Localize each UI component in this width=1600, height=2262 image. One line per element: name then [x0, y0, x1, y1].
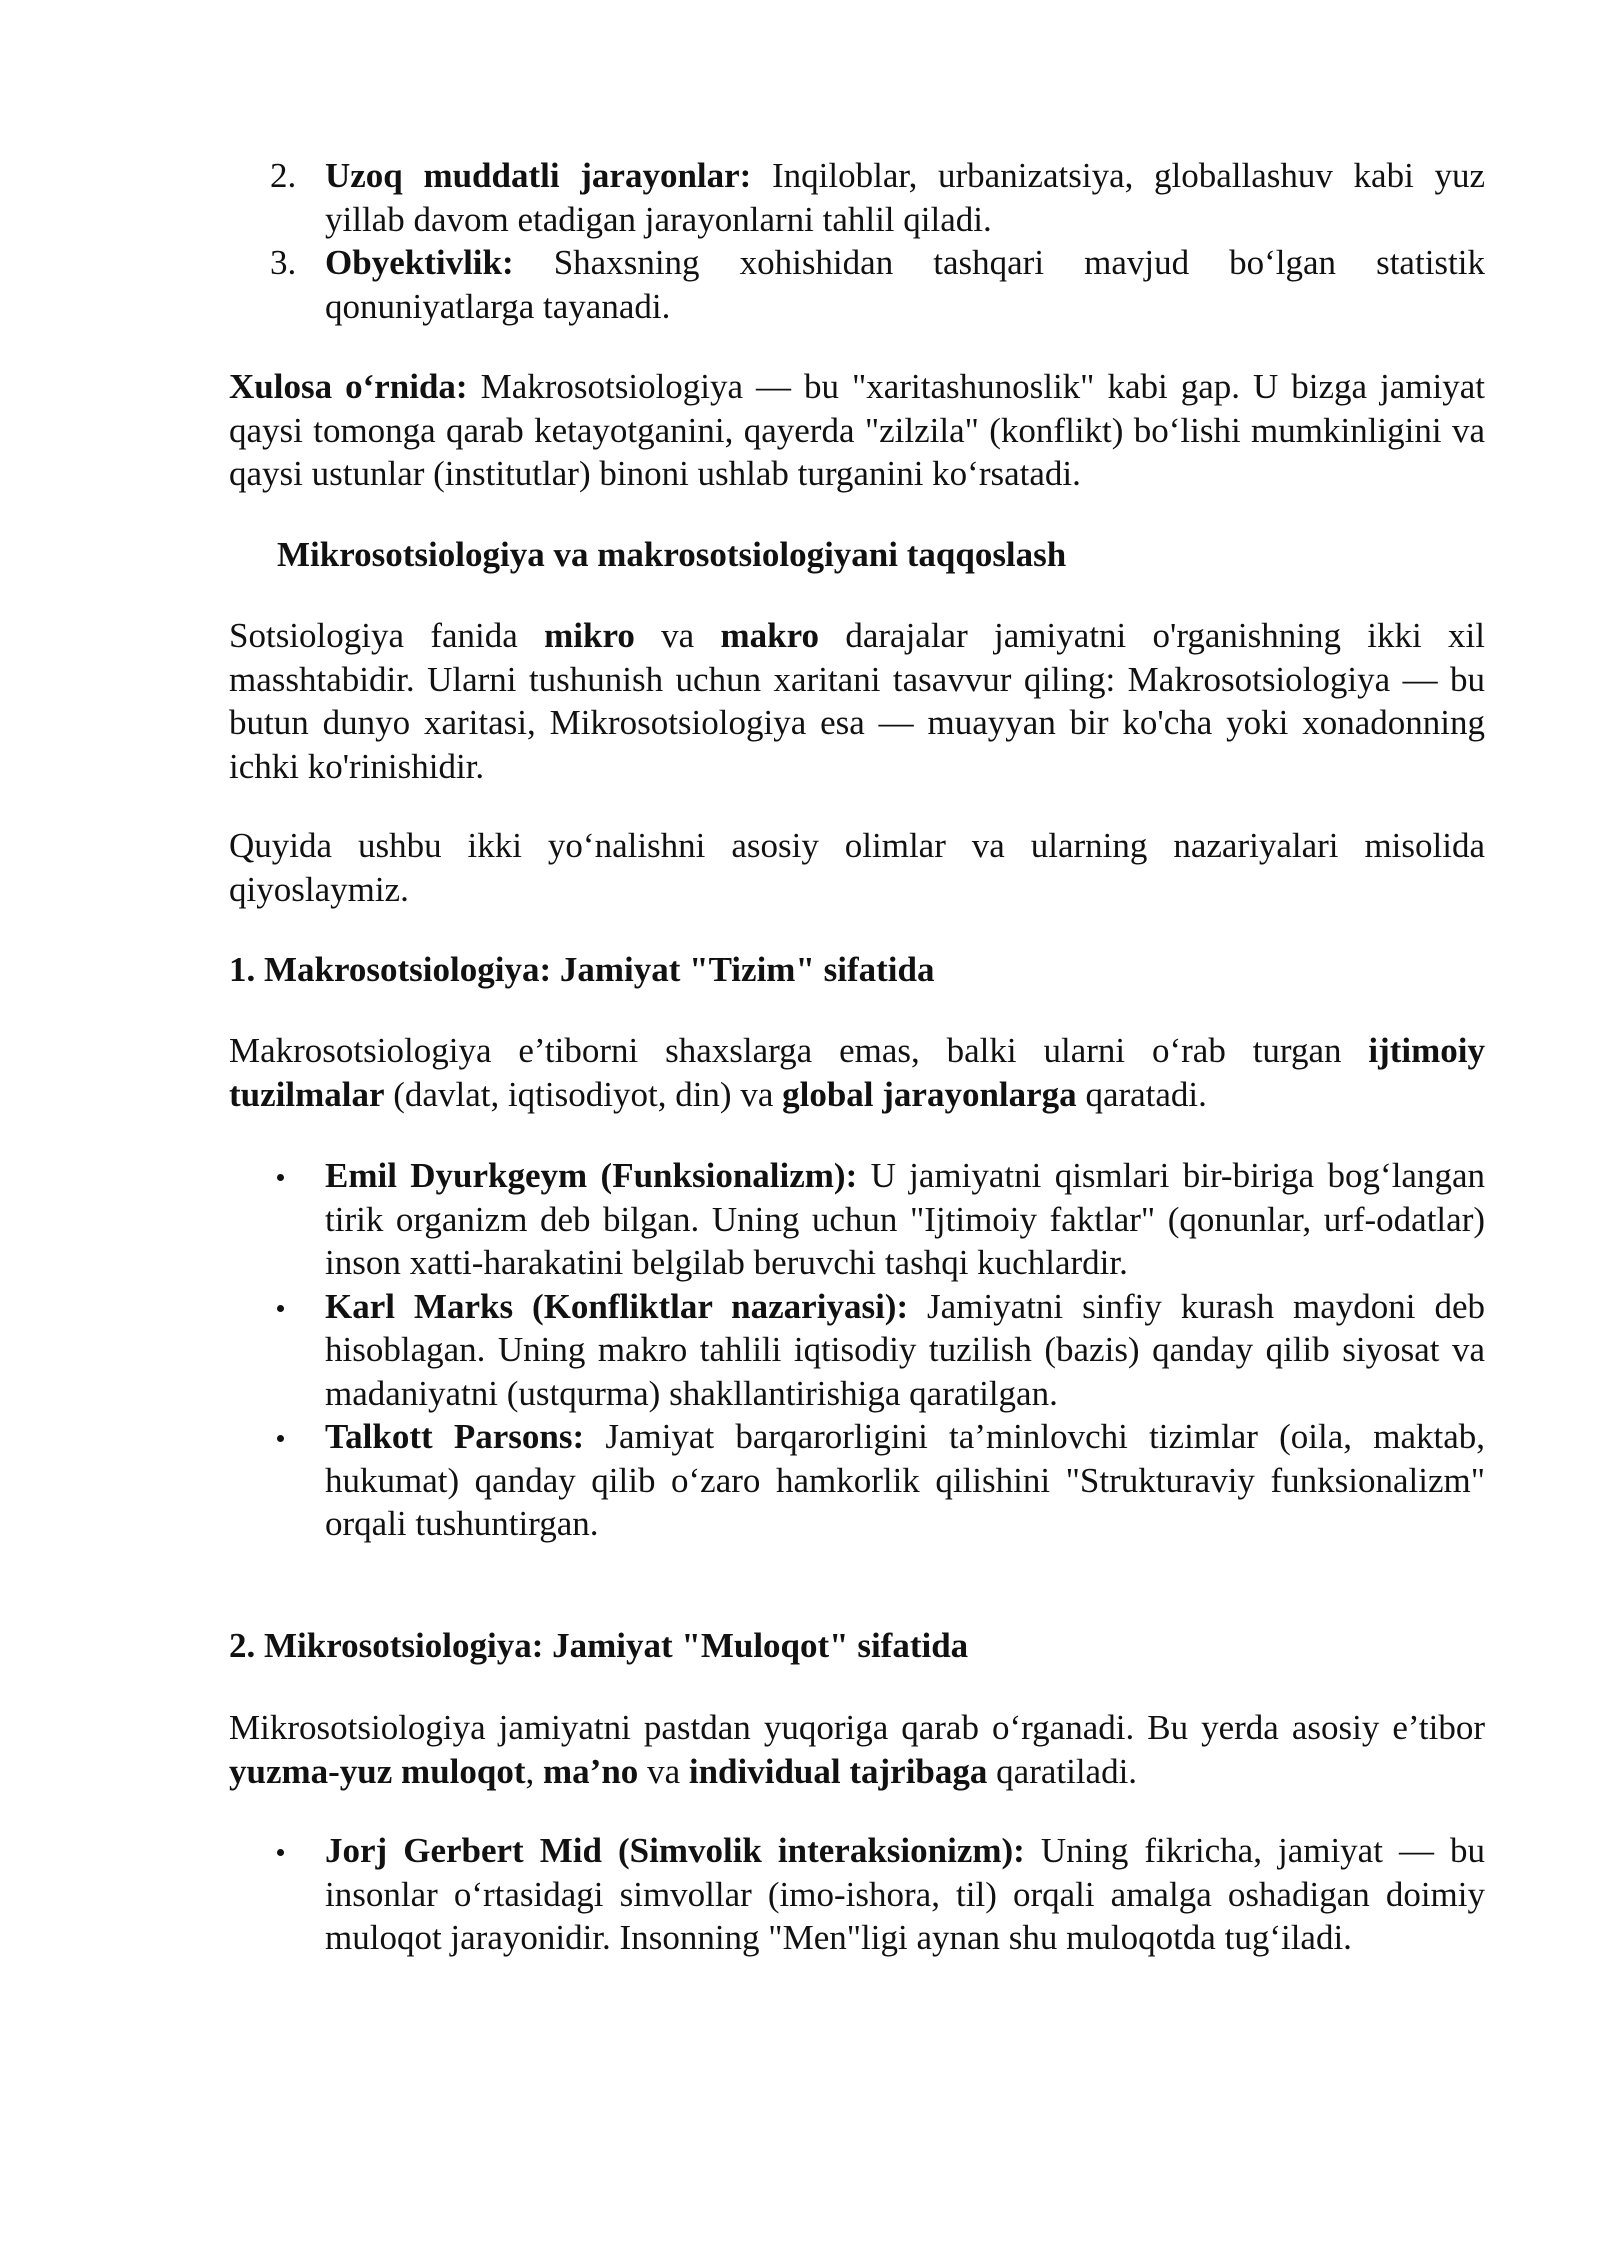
text-run: darajalar jamiyatni o'rganishning ikki xil masshtabidir. Ularni tushunish uchun xaritani tasavvur qiling: Makrosotsiologiya — bu butun dunyo xaritasi, Mikrosotsiologiya esa — muayyan bir ko'cha yoki xonadonning ichki ko'rinishidir.	[229, 616, 1485, 786]
list-number: 3.	[270, 243, 297, 282]
list-text: Shaxsning xohishidan tashqari mavjud bo‘lgan statistik qonuniyatlarga tayanadi.	[325, 243, 1485, 326]
intro-paragraph	[229, 614, 1485, 788]
bullet-term: Karl Marks (Konfliktlar nazariyasi):	[325, 1286, 909, 1326]
bullet-text: U jamiyatni qismlari bir-biriga bog‘langan tirik organizm deb bilgan. Uning uchun "Ijtimoiy faktlar" (qonunlar, urf-odatlar) inson xatti-harakatini belgilab beruvchi tashqi kuchlardir.	[325, 1156, 1485, 1282]
bullet-term: Jorj Gerbert Mid (Simvolik interaksionizm):	[325, 1831, 1025, 1870]
comparison-title: Mikrosotsiologiya va makrosotsiologiyani taqqoslash	[277, 535, 1067, 574]
bullet-item	[325, 1829, 1485, 1960]
bold-run: mikro	[544, 616, 635, 655]
conclusion-text: Makrosotsiologiya — bu "xaritashunoslik" kabi gap. U bizga jamiyat qaysi tomonga qarab ketayotganini, qayerda "zilzila" (konflikt) bo‘lishi mumkinligini va qaysi ustunlar (institutlar) binoni ushlab turganini ko‘rsatadi.	[229, 367, 1485, 493]
micro-section-heading: 2. Mikrosotsiologiya: Jamiyat "Muloqot" sifatida	[229, 1626, 969, 1665]
list-text: Inqiloblar, urbanizatsiya, globallashuv kabi yuz yillab davom etadigan jarayonlarni tahlil qiladi.	[325, 156, 1486, 239]
text-run: va	[638, 1751, 689, 1791]
bold-run: individual tajribaga	[688, 1751, 988, 1791]
text-run: ,	[525, 1751, 544, 1791]
bullet-text: Jamiyat barqarorligini ta’minlovchi tizimlar (oila, maktab, hukumat) qanday qilib o‘zaro hamkorlik qilishini "Strukturaviy funksionalizm" orqali tushuntirgan.	[325, 1417, 1485, 1543]
macro-bullet-list	[325, 1154, 1485, 1546]
list-term: Obyektivlik:	[325, 243, 514, 282]
macro-section-heading: 1. Makrosotsiologiya: Jamiyat "Tizim" sifatida	[229, 950, 935, 989]
text-run: Makrosotsiologiya e’tiborni shaxslarga emas, balki ularni o‘rab turgan	[229, 1031, 1369, 1070]
bullet-dot-icon	[277, 1305, 284, 1312]
numbered-list	[270, 154, 1486, 328]
bold-run: yuzma-yuz muloqot	[229, 1751, 526, 1791]
macro-paragraph	[229, 1029, 1485, 1116]
bullet-term: Emil Dyurkgeym (Funksionalizm):	[325, 1156, 858, 1195]
bullet-dot-icon	[277, 1174, 284, 1181]
text-run: Sotsiologiya fanida	[229, 616, 545, 655]
conclusion-term: Xulosa o‘rnida:	[229, 367, 468, 406]
bullet-item	[325, 1415, 1485, 1546]
compare-paragraph: Quyida ushbu ikki yo‘nalishni asosiy olimlar va ularning nazariyalari misolida qiyoslaymiz.	[229, 826, 1485, 909]
bold-run: makro	[720, 616, 820, 655]
bullet-text: Jamiyatni sinfiy kurash maydoni deb hisoblagan. Uning makro tahlili iqtisodiy tuzilish (bazis) qanday qilib siyosat va madaniyatni (ustqurma) shakllantirishiga qaratilgan.	[325, 1286, 1486, 1413]
bold-run: ijtimoiy tuzilmalar	[229, 1031, 1485, 1114]
micro-bullet-list	[325, 1829, 1485, 1960]
bold-run: ma’no	[543, 1751, 639, 1791]
bullet-dot-icon	[277, 1849, 284, 1856]
list-item	[270, 154, 1486, 241]
conclusion-paragraph	[229, 365, 1485, 496]
bullet-term: Talkott Parsons:	[325, 1417, 585, 1456]
bullet-item	[325, 1285, 1485, 1416]
bold-run: global jarayonlarga	[782, 1074, 1077, 1114]
bullet-text: Uning fikricha, jamiyat — bu insonlar o‘rtasidagi simvollar (imo-ishora, til) orqali amalga oshadigan doimiy muloqot jarayonidir. Insonning "Men"ligi aynan shu muloqotda tug‘iladi.	[325, 1831, 1485, 1957]
text-run: va	[634, 616, 721, 655]
text-run: Mikrosotsiologiya jamiyatni pastdan yuqoriga qarab o‘rganadi. Bu yerda asosiy e’tibor	[229, 1708, 1485, 1747]
micro-paragraph	[229, 1706, 1485, 1793]
text-run: (davlat, iqtisodiyot, din) va	[384, 1074, 783, 1114]
list-item	[270, 241, 1485, 328]
bullet-item	[325, 1154, 1485, 1285]
bullet-dot-icon	[277, 1435, 284, 1442]
text-run: qaratadi.	[1076, 1074, 1207, 1114]
list-term: Uzoq muddatli jarayonlar:	[325, 156, 752, 195]
text-run: qaratiladi.	[987, 1751, 1138, 1791]
list-number: 2.	[270, 156, 297, 195]
